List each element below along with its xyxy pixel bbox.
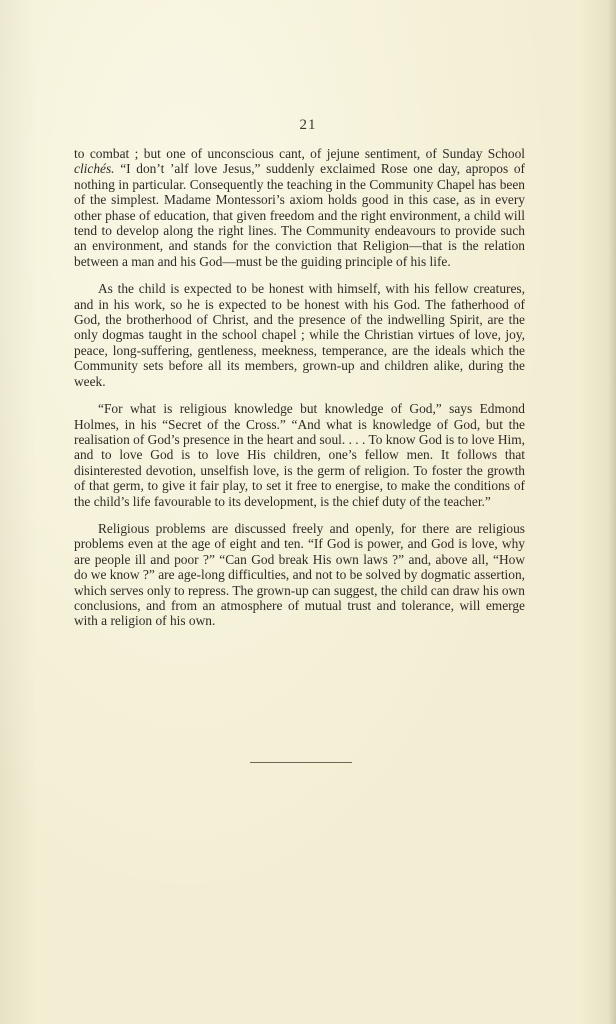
paragraph-4: Religious problems are discussed freely and openly, for there are religious problems even at the age of eight and ten. “If God is power, and God is love, why are people ill and poor ?” “Can God break His own laws ?” and, above all, “How do we know ?” are age-long difficulties, and not to be solved by dogmatic assertion, which serves only to repress. The grown-up can suggest, the child can draw his own conclusions, and from an atmosphere of mutual trust and tolerance, will emerge with a religion of his own. <box>74 520 525 629</box>
page-number: 21 <box>299 117 317 133</box>
paragraph-1 <box>74 146 525 269</box>
paragraph-1-text-b: “I don’t ’alf love Jesus,” suddenly exclaimed Rose one day, apropos of nothing in particular. Consequently the teaching in the Community Chapel has been of the simplest. Madame Montessori’s axiom holds good in this case, as in every other phase of education, that given freedom and the right environment, a child will tend to develop along the right lines. The Community endeavours to provide such an environment, and stands for the conviction that Religion—that is the relation between a man and his God—must be the guiding principle of his life. <box>74 161 525 269</box>
paragraph-2: As the child is expected to be honest with himself, with his fellow creatures, and in his work, so he is expected to be honest with his God. The fatherhood of God, the brotherhood of Christ, and the presence of the indwelling Spirit, are the only dogmas taught in the school chapel ; while the Christian virtues of love, joy, peace, long-suffering, gentleness, meekness, temperance, are the ideals which the Community sets before all its members, grown-up and children alike, during the week. <box>74 281 525 389</box>
body-text <box>74 146 525 641</box>
end-rule <box>250 762 352 763</box>
page-edge-shadow <box>608 0 616 1024</box>
paragraph-1-italic-term: clichés. <box>74 161 115 177</box>
paragraph-1-text-a: to combat ; but one of unconscious cant, of jejune sentiment, of Sunday School <box>74 146 525 161</box>
paragraph-3: “For what is religious knowledge but knowledge of God,” says Edmond Holmes, in his “Secret of the Cross.” “And what is knowledge of God, but the realisation of God’s presence in the heart and soul. . . . To know God is to love Him, and to love God is to love His children, one’s fellow men. It follows that disinterested devotion, unselfish love, is the germ of religion. To foster the growth of that germ, to give it fair play, to set it free to energise, to make the conditions of the child’s life favourable to its development, is the chief duty of the teacher.” <box>74 401 525 509</box>
